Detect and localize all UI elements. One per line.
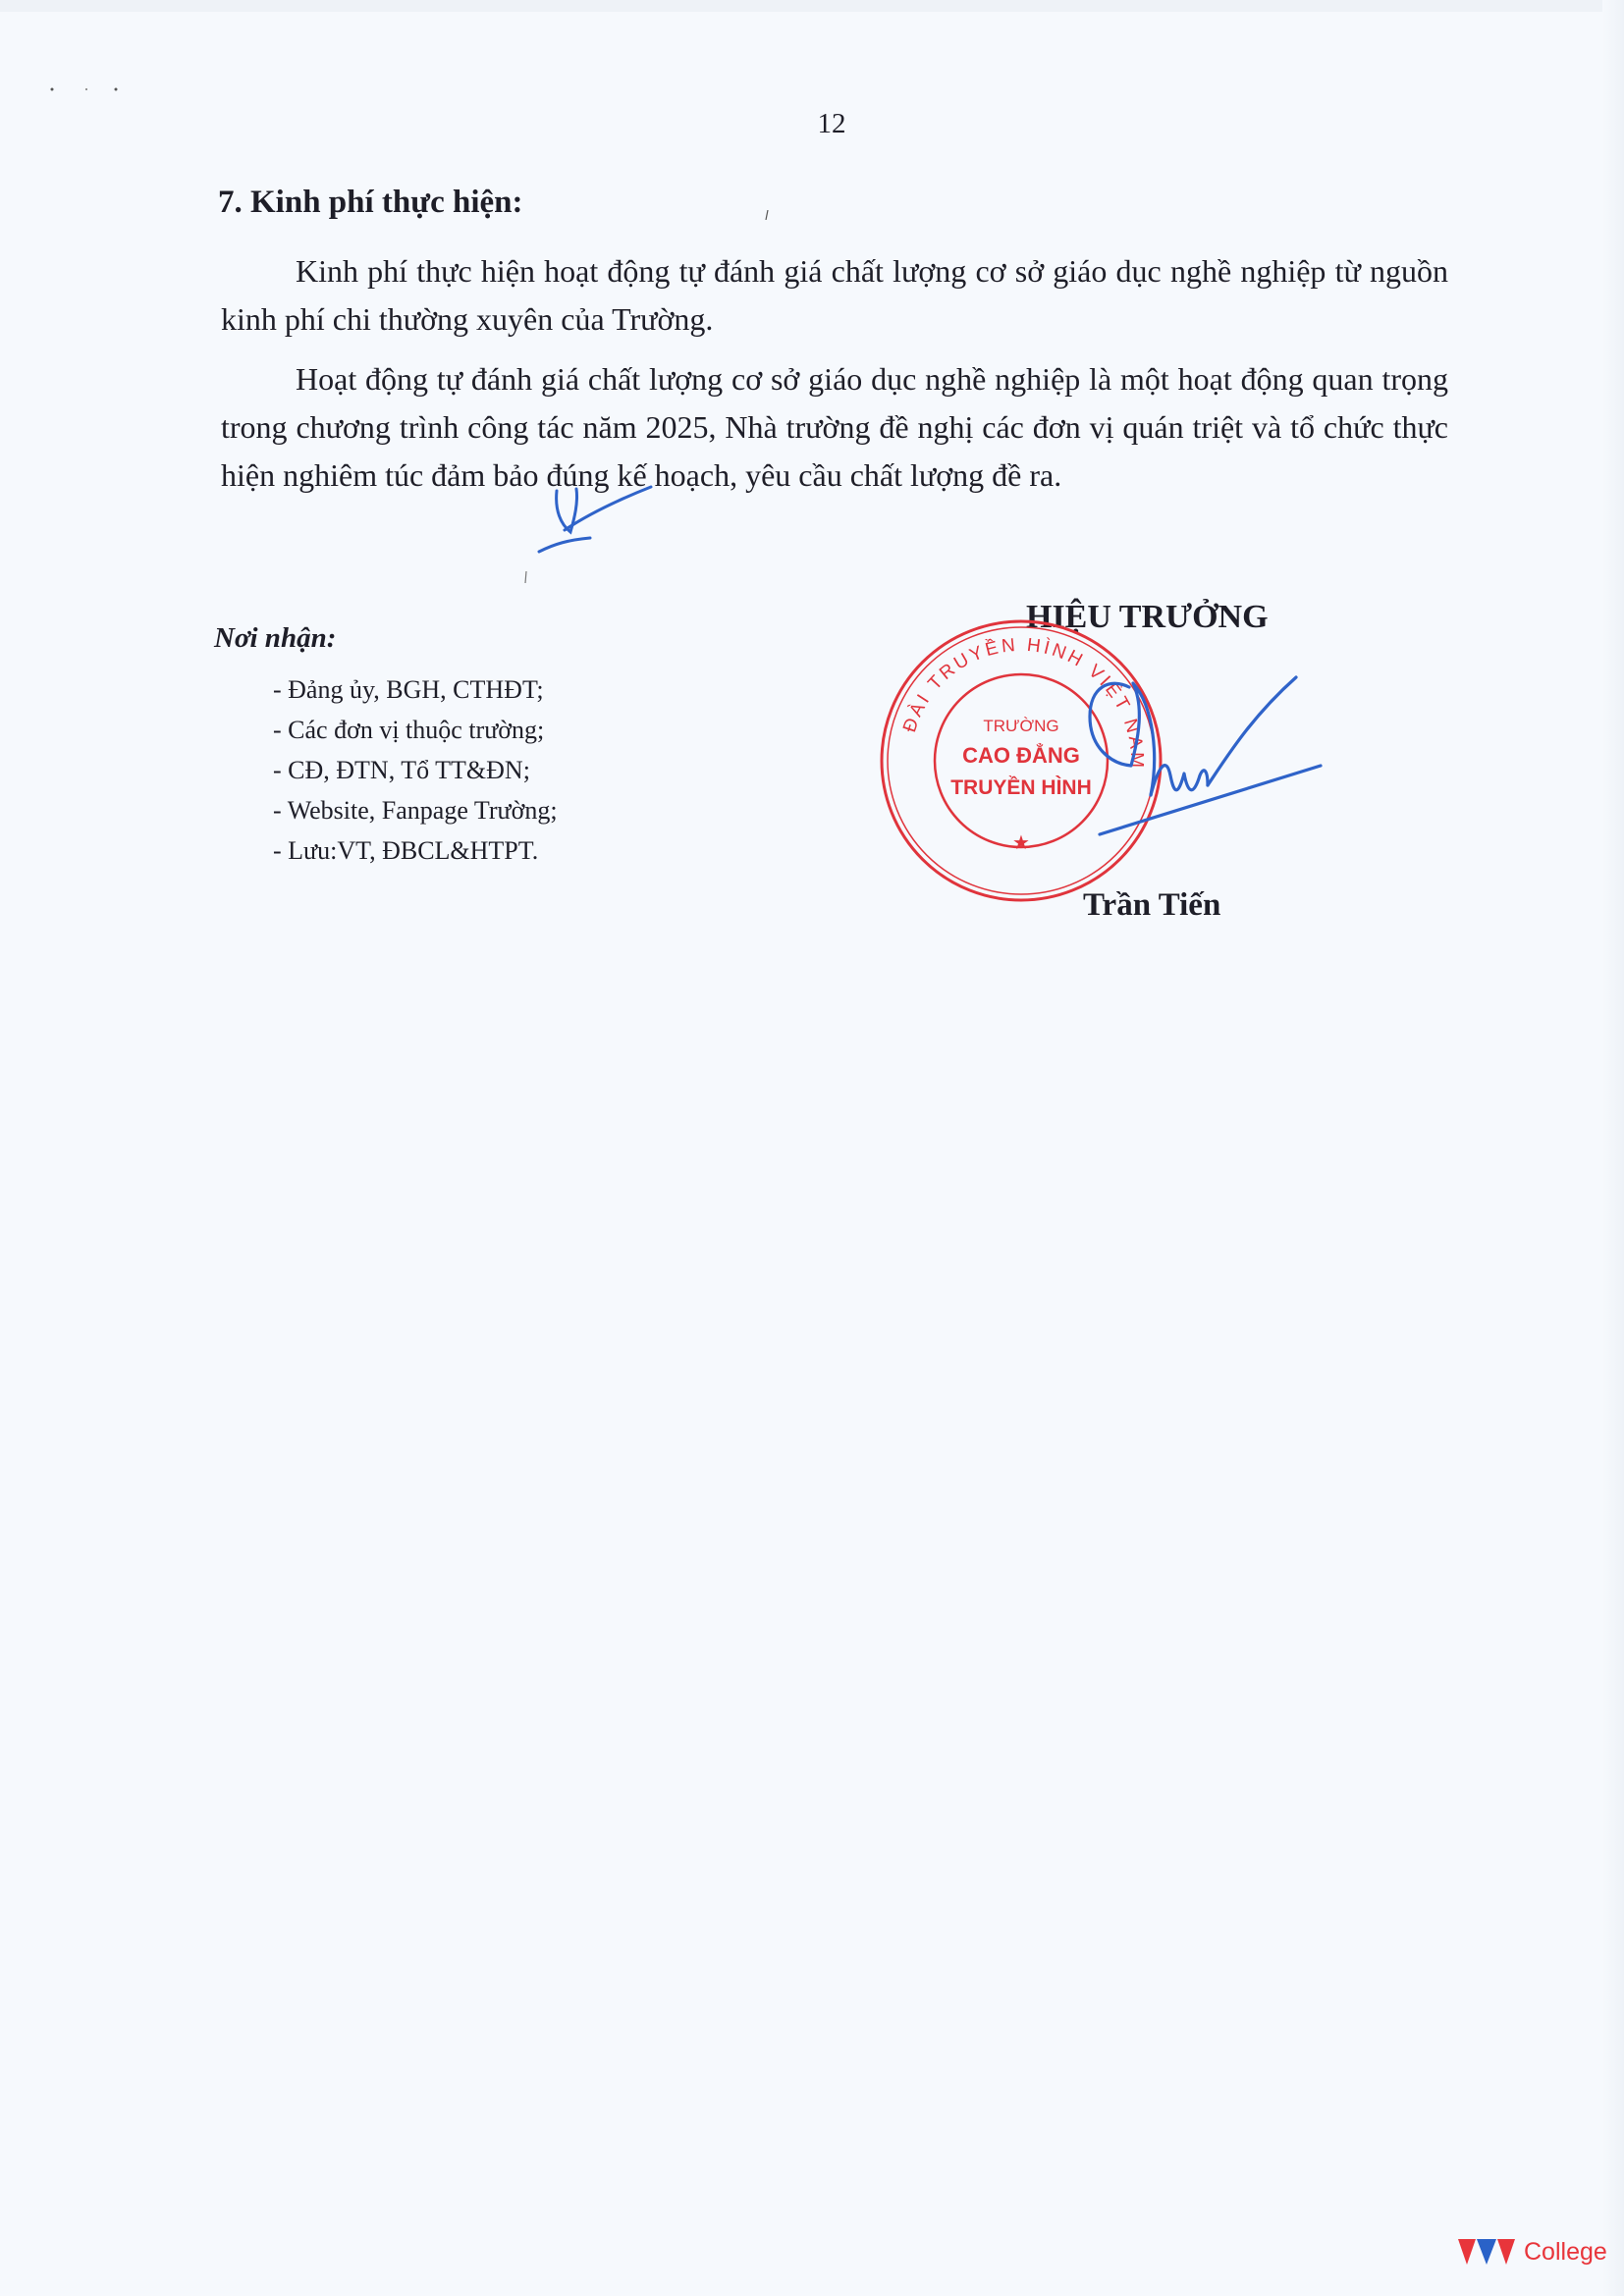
section-heading: 7. Kinh phí thực hiện: bbox=[218, 185, 523, 220]
stamp-line-2: CAO ĐẲNG bbox=[962, 743, 1080, 768]
svg-text:★: ★ bbox=[1012, 832, 1030, 854]
stamp-line-1: TRƯỜNG bbox=[983, 717, 1059, 735]
stamp-ring-text: ĐÀI TRUYỀN HÌNH VIỆT NAM bbox=[899, 634, 1148, 771]
recipient-item: - Lưu:VT, ĐBCL&HTPT. bbox=[273, 836, 539, 865]
recipient-item: - CĐ, ĐTN, Tổ TT&ĐN; bbox=[273, 756, 530, 784]
scan-specks bbox=[49, 83, 128, 95]
signer-name: Trần Tiến bbox=[1083, 887, 1221, 923]
handwritten-signature bbox=[1060, 648, 1326, 854]
paragraph-funding: Kinh phí thực hiện hoạt động tự đánh giá chất lượng cơ sở giáo dục nghề nghiệp từ nguồn kinh phí chi thường xuyên của Trường. bbox=[221, 253, 1448, 337]
stamp-line-3: TRUYỀN HÌNH bbox=[950, 776, 1092, 799]
recipient-item: - Đảng ủy, BGH, CTHĐT; bbox=[273, 675, 544, 704]
recipient-item: - Các đơn vị thuộc trường; bbox=[273, 716, 545, 744]
scan-top-edge bbox=[0, 0, 1624, 12]
pen-mark bbox=[523, 571, 529, 583]
vtv-logo-icon bbox=[1457, 2237, 1522, 2267]
paragraph-conclusion: Hoạt động tự đánh giá chất lượng cơ sở giáo dục nghề nghiệp là một hoạt động quan trọng trong chương trình công tác năm 2025, Nhà trường đề nghị các đơn vị quán triệt và tổ chức thực hiện nghiêm túc đảm bảo đúng kế hoạch, yêu cầu chất lượng đề ra. bbox=[221, 361, 1448, 493]
recipients-title: Nơi nhận: bbox=[214, 622, 337, 654]
recipients-list bbox=[273, 669, 558, 871]
page-number: 12 bbox=[817, 108, 846, 139]
initial-signature bbox=[535, 481, 663, 560]
signer-title: HIỆU TRƯỞNG bbox=[1026, 599, 1269, 635]
recipient-item: - Website, Fanpage Trường; bbox=[273, 796, 558, 825]
vtv-college-logo bbox=[1457, 2234, 1607, 2269]
pen-mark bbox=[764, 210, 770, 220]
logo-text: College bbox=[1524, 2237, 1607, 2266]
scan-right-edge bbox=[1602, 0, 1624, 2296]
